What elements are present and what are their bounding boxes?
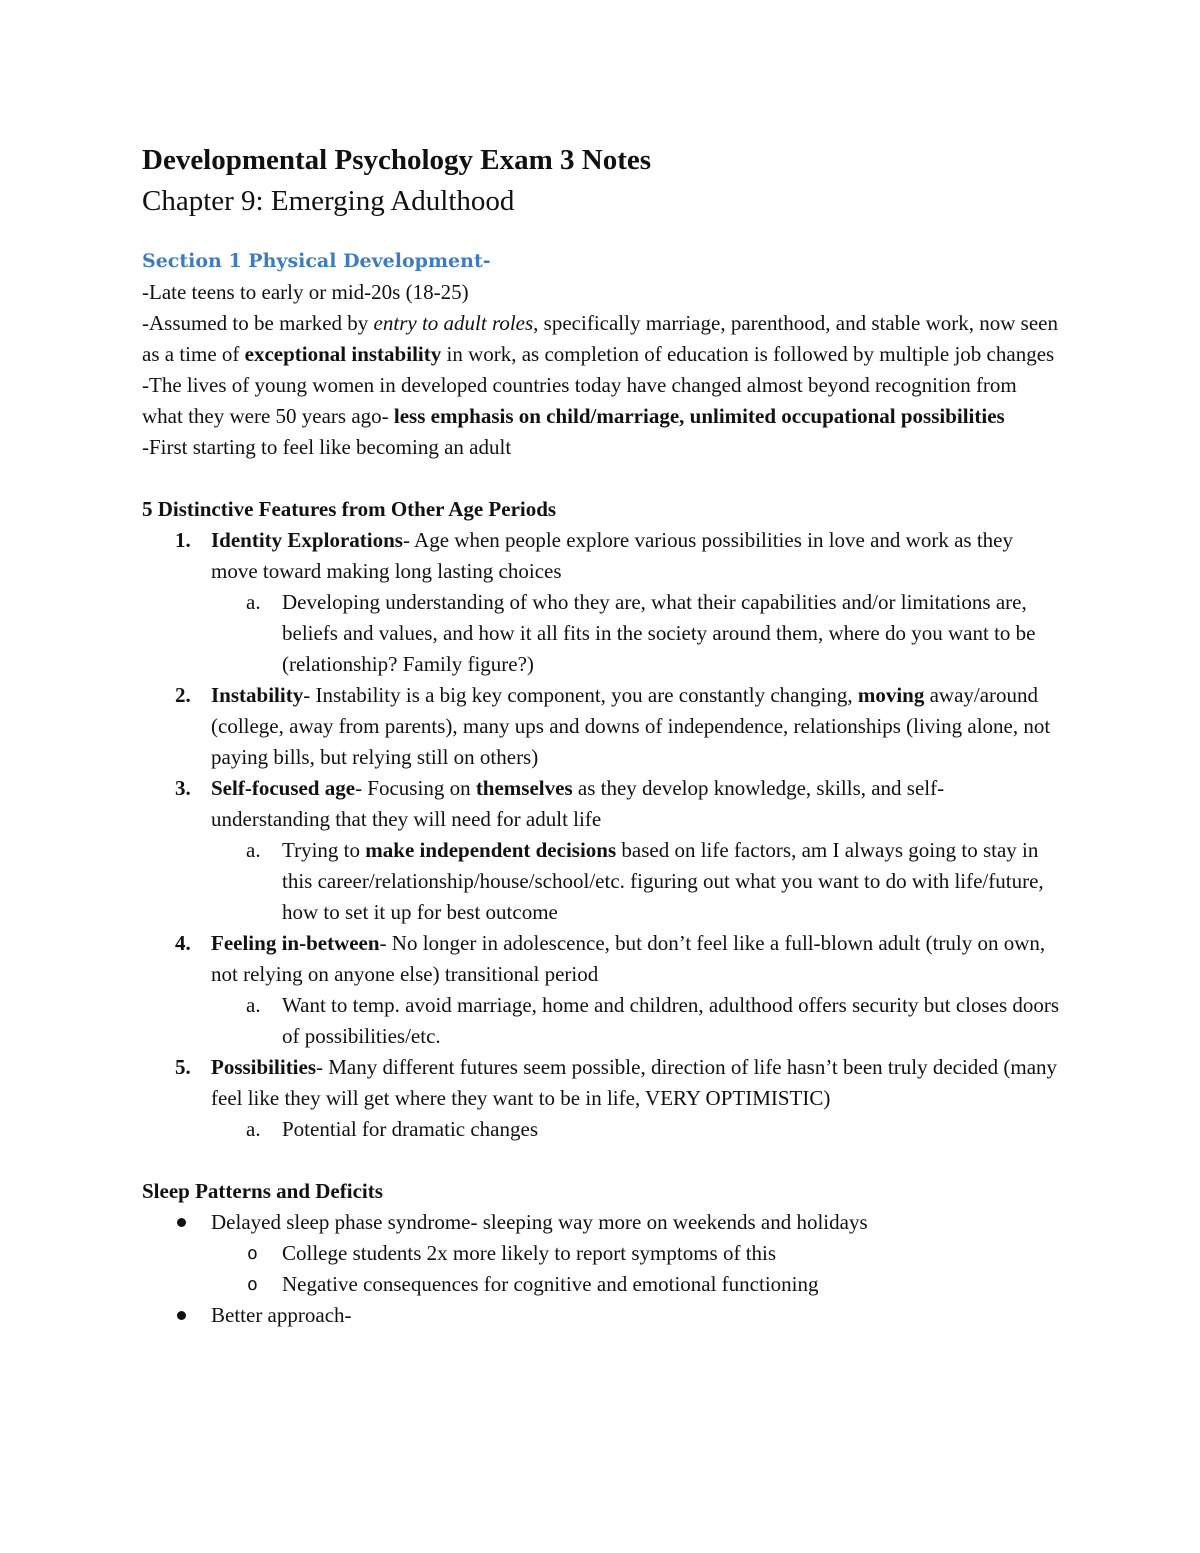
sub-bullet-list — [211, 1238, 1062, 1300]
list-number: 1. — [175, 528, 191, 552]
sub-list — [211, 990, 1062, 1052]
features-heading: 5 Distinctive Features from Other Age Periods — [142, 497, 557, 521]
document-title: Developmental Psychology Exam 3 Notes — [142, 144, 652, 176]
section-heading: Section 1 Physical Development- — [142, 250, 491, 272]
sleep-list — [142, 1207, 1062, 1331]
blank-line — [142, 1145, 1062, 1176]
sub-list-item: a. Developing understanding of who they are, what their capabilities and/or limitations are, beliefs and values, and how it all fits in the society around them, where do you want to be (relationship? Family figure?) — [211, 587, 1062, 680]
document-subtitle: Chapter 9: Emerging Adulthood — [142, 185, 515, 217]
feature-term: Instability — [211, 683, 304, 707]
sub-list — [211, 1114, 1062, 1145]
feature-term: Self-focused age — [211, 776, 356, 800]
sub-list-item: a. Potential for dramatic changes — [211, 1114, 1062, 1145]
sub-list — [211, 587, 1062, 680]
bullet-item: Better approach- — [142, 1300, 1062, 1331]
bullet-icon — [177, 1218, 186, 1227]
sleep-heading: Sleep Patterns and Deficits — [142, 1179, 383, 1203]
feature-term: Possibilities — [211, 1055, 317, 1079]
bullet-item: Delayed sleep phase syndrome- sleeping way more on weekends and holidays o College students 2x more likely to report symptoms of this o Negative consequences for cognitive and emotional functioning — [142, 1207, 1062, 1300]
circle-bullet-icon: o — [247, 1274, 258, 1295]
features-list — [142, 525, 1062, 1145]
blank-line — [142, 463, 1062, 494]
sub-list-item: a. Want to temp. avoid marriage, home and children, adulthood offers security but closes doors of possibilities/etc. — [211, 990, 1062, 1052]
list-number: 2. — [175, 683, 191, 707]
circle-bullet-icon: o — [247, 1243, 258, 1264]
sub-list-item: a. Trying to make independent decisions based on life factors, am I always going to stay in this career/relationship/house/school/etc. figuring out what you want to do with life/future, how to set it up for best outcome — [211, 835, 1062, 928]
list-letter: a. — [246, 838, 261, 862]
list-item: 3. Self-focused age- Focusing on themselves as they develop knowledge, skills, and self-understanding that they will need for adult life a. Trying to make independent decisions based on life factors, am I always going to stay in this career/relationship/house/school/etc. figuring out what you want to do with life/future, how to set it up for best outcome — [142, 773, 1062, 928]
note-line: -First starting to feel like becoming an adult — [142, 435, 512, 459]
list-letter: a. — [246, 993, 261, 1017]
note-line: -Assumed to be marked by entry to adult roles, specifically marriage, parenthood, and stable work, now seen as a time of exceptional instability in work, as completion of education is followed by multiple job changes — [142, 311, 1058, 366]
list-item: 5. Possibilities- Many different futures seem possible, direction of life hasn’t been truly decided (many feel like they will get where they want to be in life, VERY OPTIMISTIC) a. Potential for dramatic changes — [142, 1052, 1062, 1145]
list-number: 4. — [175, 931, 191, 955]
note-line: -The lives of young women in developed countries today have changed almost beyond recognition from what they were 50 years ago- less emphasis on child/marriage, unlimited occupational possibilities — [142, 373, 1017, 428]
document-page — [142, 140, 1062, 1331]
list-item: 1. Identity Explorations- Age when people explore various possibilities in love and work as they move toward making long lasting choices a. Developing understanding of who they are, what their capabilities and/or limitations are, beliefs and values, and how it all fits in the society around them, where do you want to be (relationship? Family figure?) — [142, 525, 1062, 680]
list-number: 5. — [175, 1055, 191, 1079]
list-item: 2. Instability- Instability is a big key component, you are constantly changing, moving away/around (college, away from parents), many ups and downs of independence, relationships (living alone, not paying bills, but relying still on others) — [142, 680, 1062, 773]
list-letter: a. — [246, 1117, 261, 1141]
feature-term: Feeling in-between — [211, 931, 380, 955]
sub-list — [211, 835, 1062, 928]
list-item: 4. Feeling in-between- No longer in adolescence, but don’t feel like a full-blown adult (truly on own, not relying on anyone else) transitional period a. Want to temp. avoid marriage, home and children, adulthood offers security but closes doors of possibilities/etc. — [142, 928, 1062, 1052]
note-line: -Late teens to early or mid-20s (18-25) — [142, 280, 469, 304]
sub-bullet-item: o Negative consequences for cognitive and emotional functioning — [211, 1269, 1062, 1300]
feature-term: Identity Explorations — [211, 528, 403, 552]
sub-bullet-item: o College students 2x more likely to report symptoms of this — [211, 1238, 1062, 1269]
list-number: 3. — [175, 776, 191, 800]
list-letter: a. — [246, 590, 261, 614]
bullet-icon — [177, 1311, 186, 1320]
